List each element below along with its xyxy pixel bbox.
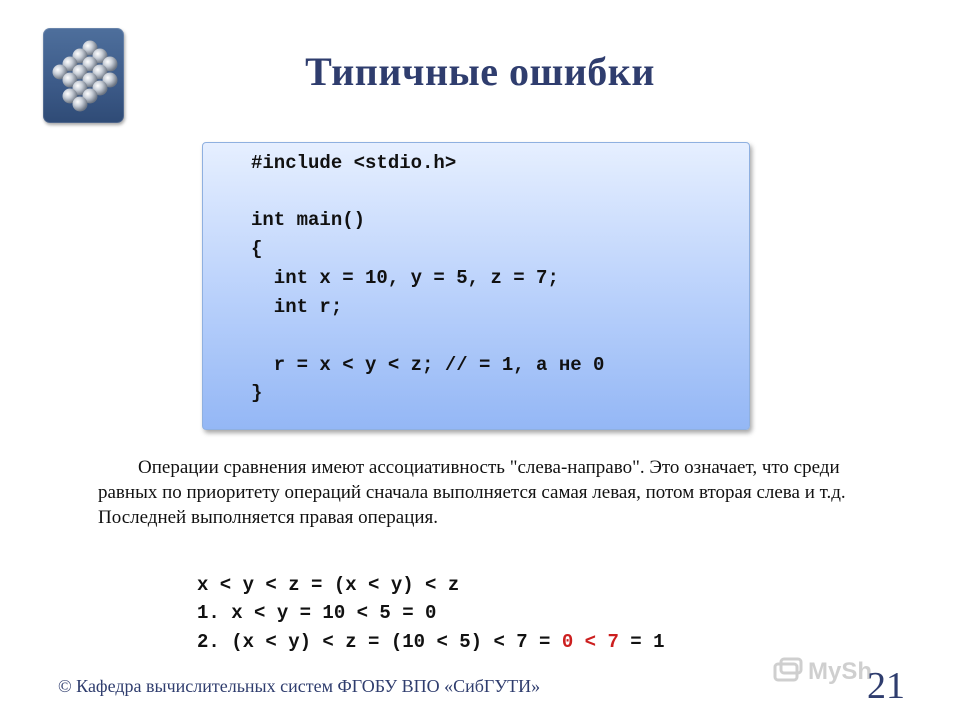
explanation-text: Операции сравнения имеют ассоциативность "слева-направо". Это означает, что среди равных по приоритету операций сначала выполняется самая левая, потом вторая слева и т.д. Последней выполняется правая операция.	[98, 457, 846, 528]
explanation-paragraph	[98, 455, 868, 530]
code-line: #include <stdio.h>	[251, 152, 457, 174]
page-number: 21	[867, 665, 905, 707]
code-line: {	[251, 238, 263, 260]
lattice-sphere	[73, 97, 88, 112]
code-line: }	[251, 382, 263, 404]
footer-text: © Кафедра вычислительных систем ФГОБУ ВПО «СибГУТИ»	[58, 676, 541, 696]
code-line: int main()	[251, 209, 366, 231]
code-line: int x = 10, y = 5, z = 7;	[251, 267, 559, 289]
code-line: int r;	[251, 296, 343, 318]
code-block	[202, 142, 750, 430]
expression-line-3	[197, 631, 664, 653]
myshared-watermark-icon	[772, 656, 804, 688]
expression-line-3-part1: 2. (x < y) < z = (10 < 5) < 7 =	[197, 631, 562, 653]
expression-line-1: x < y < z = (x < y) < z	[197, 574, 460, 596]
code-line: r = x < y < z; // = 1, а не 0	[251, 354, 605, 376]
watermark-text: MySh	[808, 658, 873, 685]
expression-line-3-part2: = 1	[618, 631, 665, 653]
slide-title: Типичные ошибки	[305, 49, 655, 94]
expression-line-2: 1. x < y = 10 < 5 = 0	[197, 602, 437, 624]
expression-highlight: 0 < 7	[561, 631, 619, 653]
